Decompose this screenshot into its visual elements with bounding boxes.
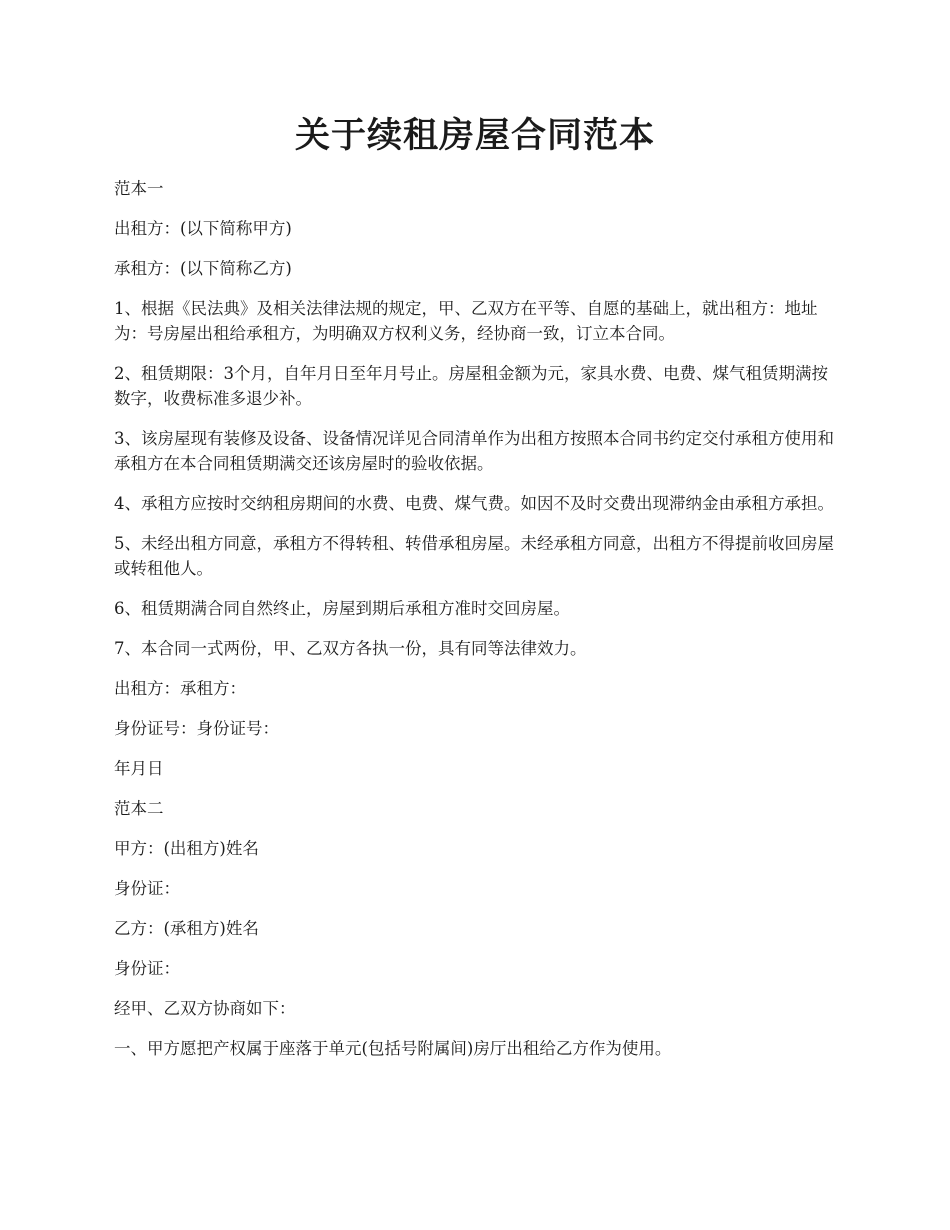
- paragraph-signatures: 出租方：承租方：: [114, 679, 246, 698]
- paragraph-party-b: 乙方：(承租方)姓名: [114, 919, 259, 938]
- paragraph-date: 年月日: [114, 759, 164, 778]
- paragraph-party-b-id: 身份证：: [114, 959, 180, 978]
- paragraph-clause-5: 5、未经出租方同意，承租方不得转租、转借承租房屋。未经承租方同意，出租方不得提前收回房屋或转租他人。: [114, 534, 834, 578]
- paragraph-id-numbers: 身份证号：身份证号：: [114, 719, 279, 738]
- paragraph-lessor: 出租方：(以下简称甲方): [114, 219, 292, 238]
- paragraph-lessee: 承租方：(以下简称乙方): [114, 259, 292, 278]
- paragraph-clause-6: 6、租赁期满合同自然终止，房屋到期后承租方准时交回房屋。: [114, 599, 570, 618]
- paragraph-article-1: 一、甲方愿把产权属于座落于单元(包括号附属间)房厅出租给乙方作为使用。: [114, 1039, 672, 1058]
- paragraph-agreement-intro: 经甲、乙双方协商如下：: [114, 999, 296, 1018]
- paragraph-clause-1: 1、根据《民法典》及相关法律法规的规定，甲、乙双方在平等、自愿的基础上，就出租方：地址为：号房屋出租给承租方，为明确双方权利义务，经协商一致，订立本合同。: [114, 299, 818, 343]
- paragraph-template-two-heading: 范本二: [114, 799, 164, 818]
- paragraph-clause-4: 4、承租方应按时交纳租房期间的水费、电费、煤气费。如因不及时交费出现滞纳金由承租方承担。: [114, 494, 834, 513]
- paragraph-party-a-id: 身份证：: [114, 879, 180, 898]
- paragraph-clause-7: 7、本合同一式两份，甲、乙双方各执一份，具有同等法律效力。: [114, 639, 587, 658]
- paragraph-clause-3: 3、该房屋现有装修及设备、设备情况详见合同清单作为出租方按照本合同书约定交付承租方使用和承租方在本合同租赁期满交还该房屋时的验收依据。: [114, 429, 834, 473]
- paragraph-party-a: 甲方：(出租方)姓名: [114, 839, 259, 858]
- paragraph-template-one-heading: 范本一: [114, 179, 164, 198]
- paragraph-clause-2: 2、租赁期限：3个月，自年月日至年月号止。房屋租金额为元，家具水费、电费、煤气租赁期满按数字，收费标准多退少补。: [114, 364, 828, 408]
- document-body: [114, 176, 834, 1076]
- document-title: 关于续租房屋合同范本: [294, 115, 655, 156]
